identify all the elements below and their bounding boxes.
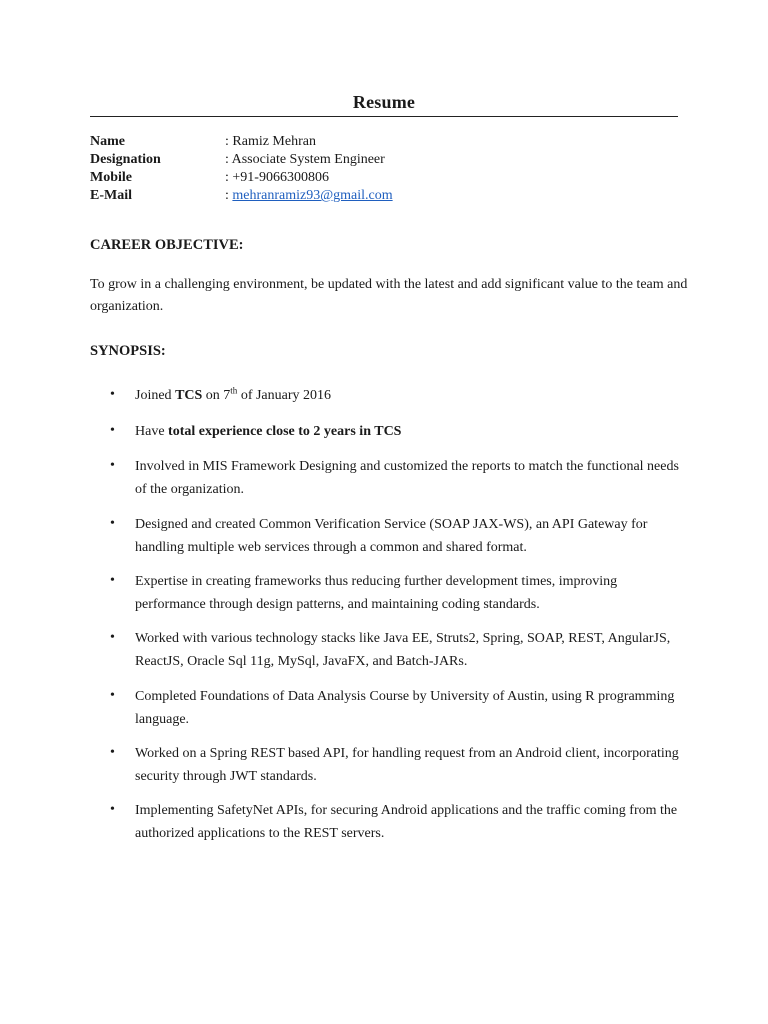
synopsis-heading: SYNOPSIS: — [90, 343, 166, 359]
info-label: E-Mail — [90, 188, 132, 203]
info-row-email — [90, 187, 393, 205]
info-label: Mobile — [90, 170, 132, 185]
list-item — [110, 384, 690, 407]
text-run: of January 2016 — [237, 388, 332, 403]
info-row-mobile — [90, 169, 393, 187]
list-item-text: Involved in MIS Framework Designing and customized the reports to match the functional needs of the organization. — [135, 459, 679, 497]
bullet-icon: • — [110, 630, 115, 645]
list-item-text: Worked on a Spring REST based API, for handling request from an Android client, incorporating security through JWT standards. — [135, 746, 679, 784]
info-row-name — [90, 133, 393, 151]
email-prefix: : — [225, 188, 233, 203]
bullet-icon: • — [110, 688, 115, 703]
text-run: Joined — [135, 388, 176, 403]
ordinal-suffix: th — [230, 385, 238, 396]
bullet-icon: • — [110, 516, 115, 531]
career-objective-heading: CAREER OBJECTIVE: — [90, 237, 244, 253]
list-item-text — [135, 420, 690, 443]
list-item — [110, 742, 690, 788]
company-name: TCS — [175, 388, 203, 403]
career-objective-text: To grow in a challenging environment, be updated with the latest and add significant value to the team and organization. — [90, 277, 688, 314]
info-value: : Associate System Engineer — [225, 152, 385, 167]
list-item-text: Designed and created Common Verification Service (SOAP JAX-WS), an API Gateway for handling multiple web services through a common and shared format. — [135, 517, 648, 555]
list-item-text: Completed Foundations of Data Analysis Course by University of Austin, using R programming language. — [135, 689, 675, 727]
text-run: Have — [135, 424, 169, 439]
personal-info — [90, 133, 393, 205]
list-item — [110, 513, 690, 559]
info-value: : Ramiz Mehran — [225, 134, 316, 149]
info-value: : +91-9066300806 — [225, 170, 329, 185]
bullet-icon: • — [110, 573, 115, 588]
info-label: Name — [90, 134, 125, 149]
bullet-icon: • — [110, 802, 115, 817]
list-item — [110, 420, 690, 443]
email-link[interactable]: mehranramiz93@gmail.com — [232, 188, 393, 203]
experience-highlight: total experience close to 2 years in TCS — [168, 424, 402, 439]
page-title: Resume — [352, 92, 416, 112]
list-item — [110, 799, 690, 845]
bullet-icon: • — [110, 423, 115, 438]
info-row-designation — [90, 151, 393, 169]
list-item — [110, 685, 690, 731]
list-item — [110, 627, 690, 673]
bullet-icon: • — [110, 458, 115, 473]
list-item-text: Worked with various technology stacks like Java EE, Struts2, Spring, SOAP, REST, AngularJS, ReactJS, Oracle Sql 11g, MySql, JavaFX, and Batch-JARs. — [135, 631, 671, 669]
list-item-text: Expertise in creating frameworks thus reducing further development times, improving performance through design patterns, and maintaining coding standards. — [135, 574, 618, 612]
list-item — [110, 570, 690, 616]
list-item-text: Implementing SafetyNet APIs, for securing Android applications and the traffic coming from the authorized applications to the REST servers. — [135, 803, 678, 841]
list-item — [110, 455, 690, 501]
text-run: on 7 — [202, 388, 231, 403]
bullet-icon: • — [110, 745, 115, 760]
bullet-icon: • — [110, 387, 115, 402]
info-label: Designation — [90, 152, 161, 167]
title-divider — [90, 116, 678, 117]
list-item-text — [135, 384, 690, 407]
info-value — [225, 187, 393, 205]
